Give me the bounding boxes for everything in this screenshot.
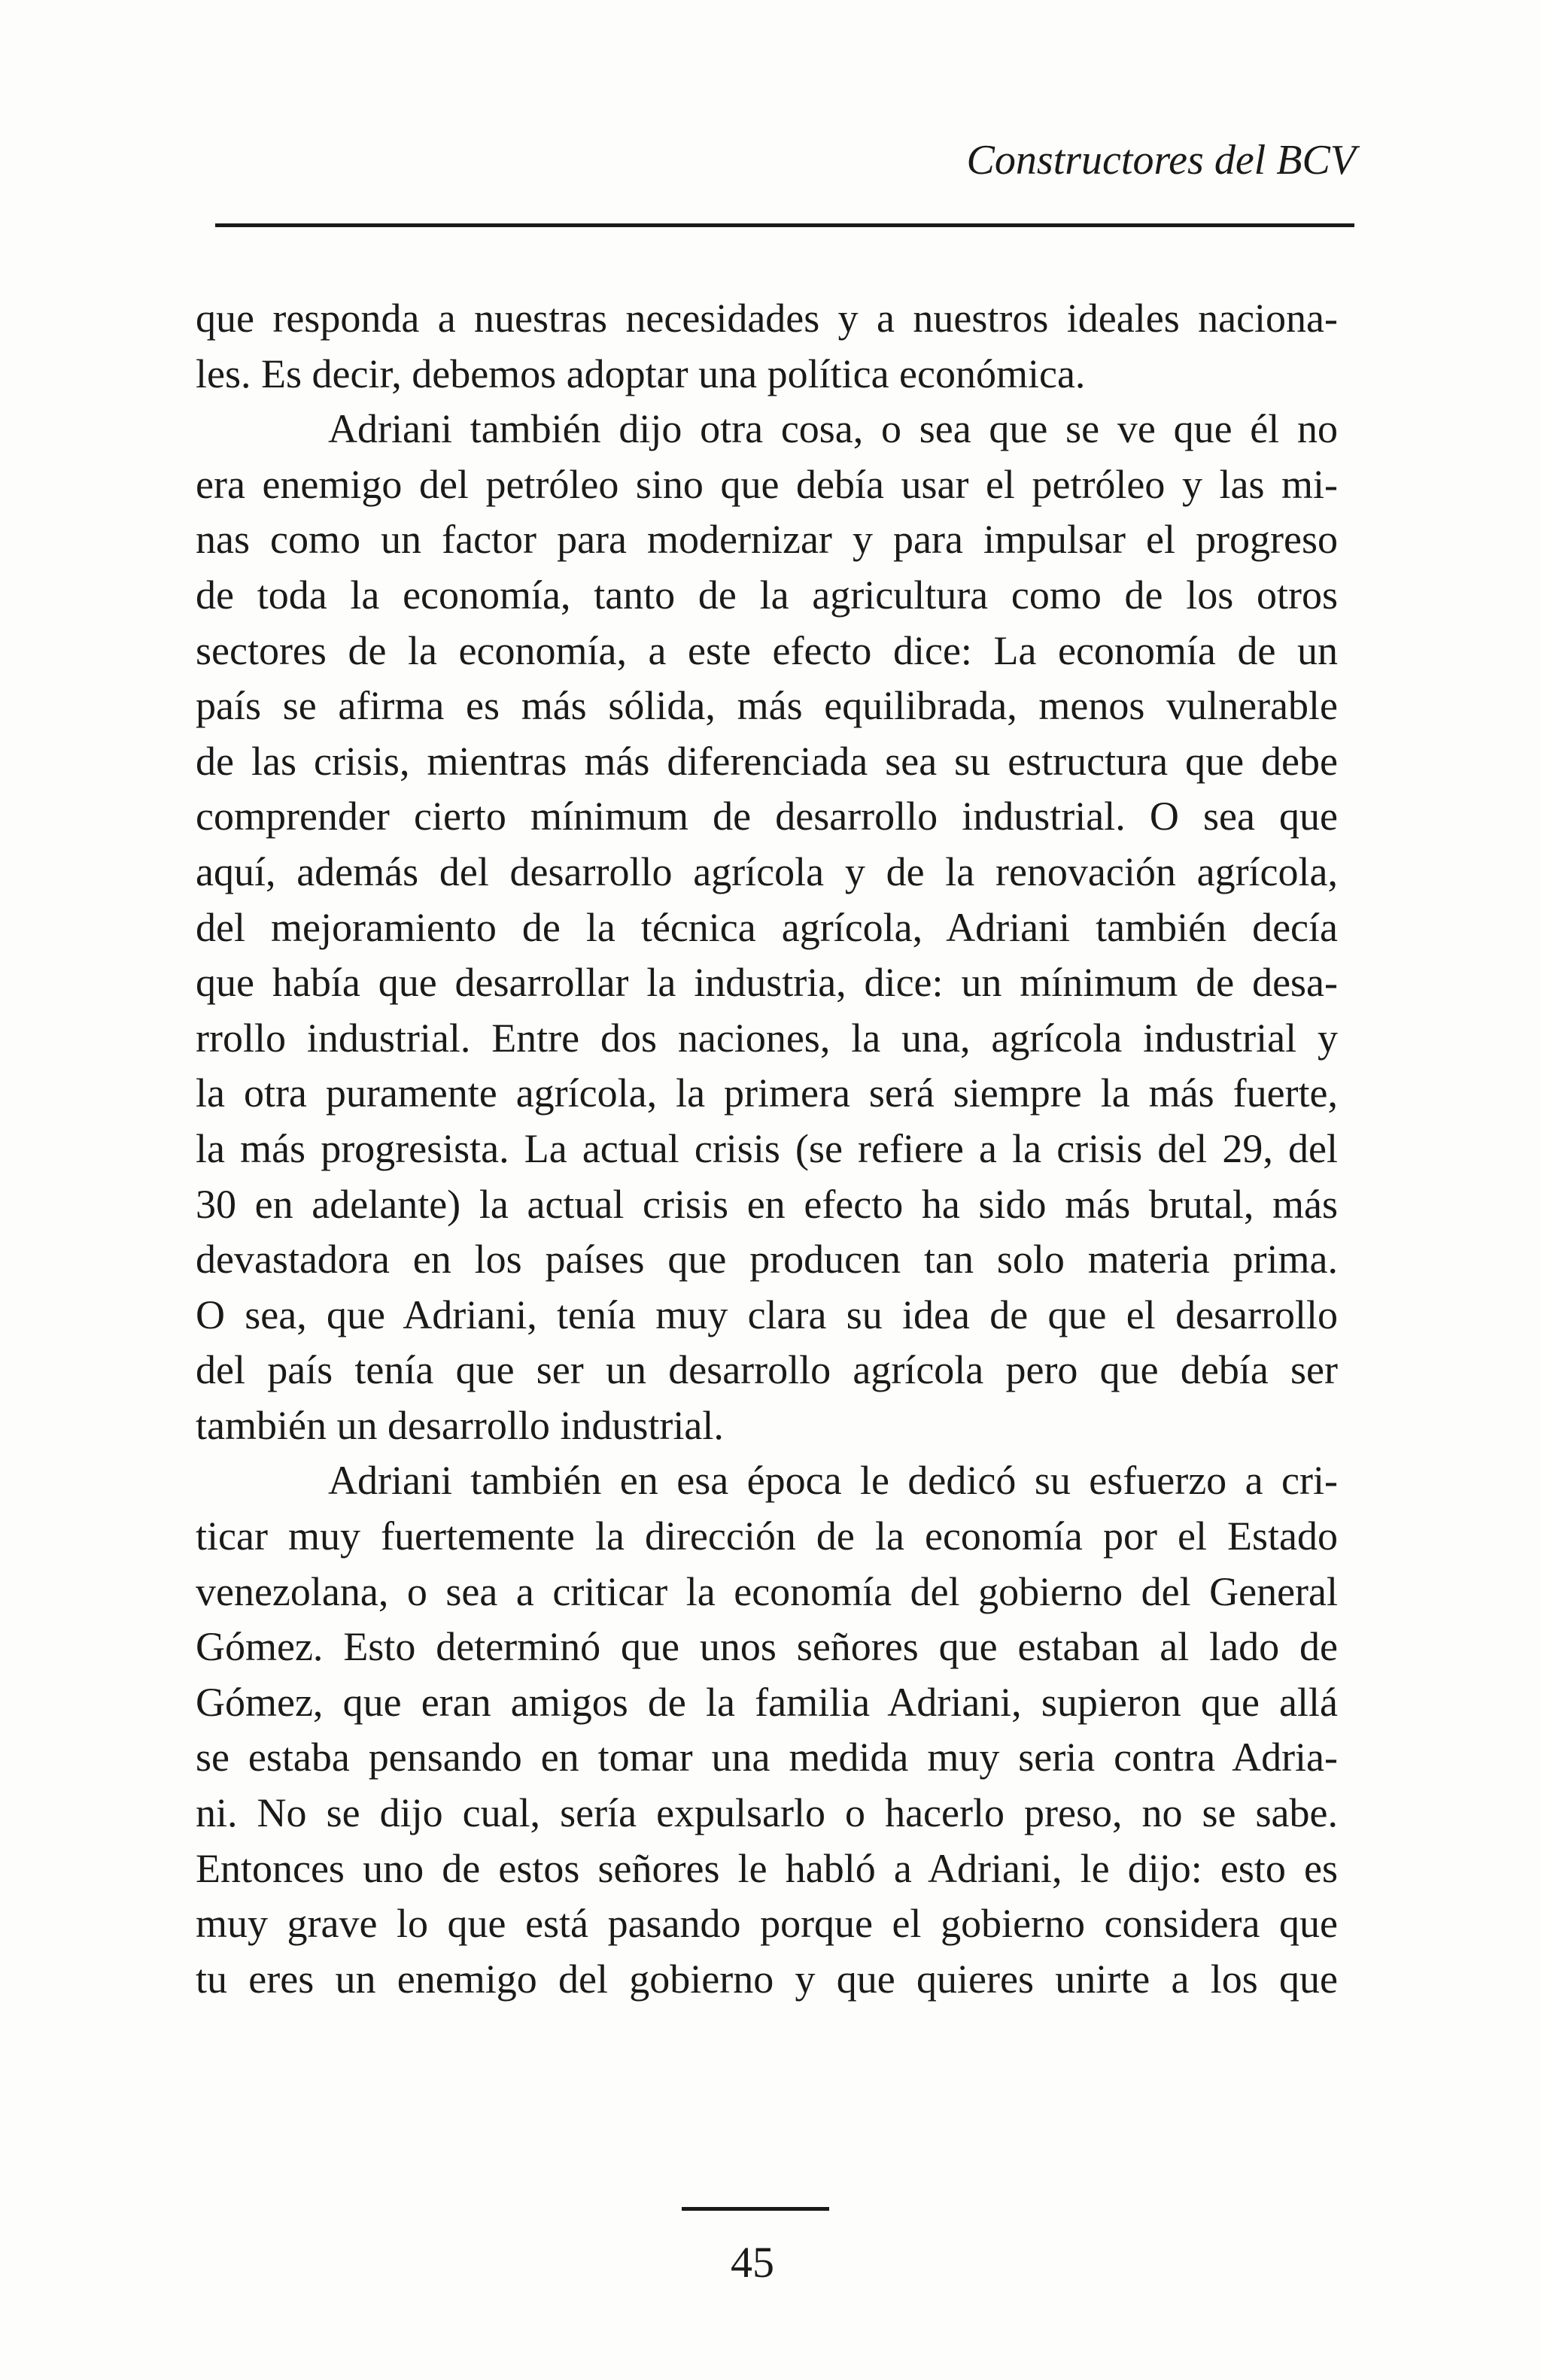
text-line: también un desarrollo industrial. [196, 1402, 724, 1448]
text-line: tu eres un enemigo del gobierno y que quieres unirte a los que [196, 1956, 1338, 2002]
text-line: muy grave lo que está pasando porque el gobierno considera que [196, 1901, 1338, 1947]
text-line: O sea, que Adriani, tenía muy clara su idea de que el desarrollo [196, 1292, 1338, 1337]
text-line: país se afirma es más sólida, más equilibrada, menos vulnerable [196, 683, 1338, 729]
text-line: Gómez. Esto determinó que unos señores que estaban al lado de [196, 1624, 1338, 1670]
text-line: 30 en adelante) la actual crisis en efecto ha sido más brutal, más [196, 1181, 1338, 1227]
paragraph [196, 1453, 1338, 2007]
text-line: de las crisis, mientras más diferenciada sea su estructura que debe [196, 738, 1338, 784]
text-line: del mejoramiento de la técnica agrícola, Adriani también decía [196, 904, 1338, 950]
text-line: venezolana, o sea a criticar la economía del gobierno del General [196, 1568, 1338, 1614]
running-header: Constructores del BCV [966, 137, 1356, 184]
text-line: la más progresista. La actual crisis (se refiere a la crisis del 29, del [196, 1125, 1338, 1171]
text-line: Adriani también en esa época le dedicó su esfuerzo a cri- [328, 1458, 1338, 1504]
header-rule [215, 223, 1354, 227]
text-line: se estaba pensando en tomar una medida muy seria contra Adria- [196, 1735, 1338, 1780]
body-text [196, 291, 1338, 2007]
text-line: devastadora en los países que producen tan solo materia prima. [196, 1237, 1338, 1283]
text-line: Gómez, que eran amigos de la familia Adriani, supieron que allá [196, 1679, 1338, 1725]
paragraph [196, 291, 1338, 402]
text-line: ni. No se dijo cual, sería expulsarlo o hacerlo preso, no se sabe. [196, 1790, 1338, 1836]
footer-rule [682, 2207, 829, 2211]
text-line: Entonces uno de estos señores le habló a Adriani, le dijo: esto es [196, 1845, 1338, 1891]
text-line: sectores de la economía, a este efecto dice: La economía de un [196, 627, 1338, 673]
text-line: del país tenía que ser un desarrollo agrícola pero que debía ser [196, 1347, 1338, 1393]
page-number: 45 [731, 2238, 774, 2287]
paragraph [196, 402, 1338, 1453]
text-line: la otra puramente agrícola, la primera será siempre la más fuerte, [196, 1070, 1338, 1116]
text-line: de toda la economía, tanto de la agricultura como de los otros [196, 572, 1338, 618]
text-line: les. Es decir, debemos adoptar una política económica. [196, 351, 1086, 396]
text-line: nas como un factor para modernizar y para impulsar el progreso [196, 517, 1338, 563]
text-line: ticar muy fuertemente la dirección de la economía por el Estado [196, 1513, 1338, 1559]
text-line: aquí, además del desarrollo agrícola y de la renovación agrícola, [196, 848, 1338, 894]
text-line: que había que desarrollar la industria, dice: un mínimum de desa- [196, 960, 1338, 1006]
text-line: era enemigo del petróleo sino que debía usar el petróleo y las mi- [196, 461, 1338, 507]
text-line: comprender cierto mínimum de desarrollo industrial. O sea que [196, 794, 1338, 839]
text-line: rrollo industrial. Entre dos naciones, la una, agrícola industrial y [196, 1015, 1338, 1061]
text-line: Adriani también dijo otra cosa, o sea que se ve que él no [328, 406, 1338, 452]
text-line: que responda a nuestras necesidades y a nuestros ideales naciona- [196, 296, 1338, 341]
